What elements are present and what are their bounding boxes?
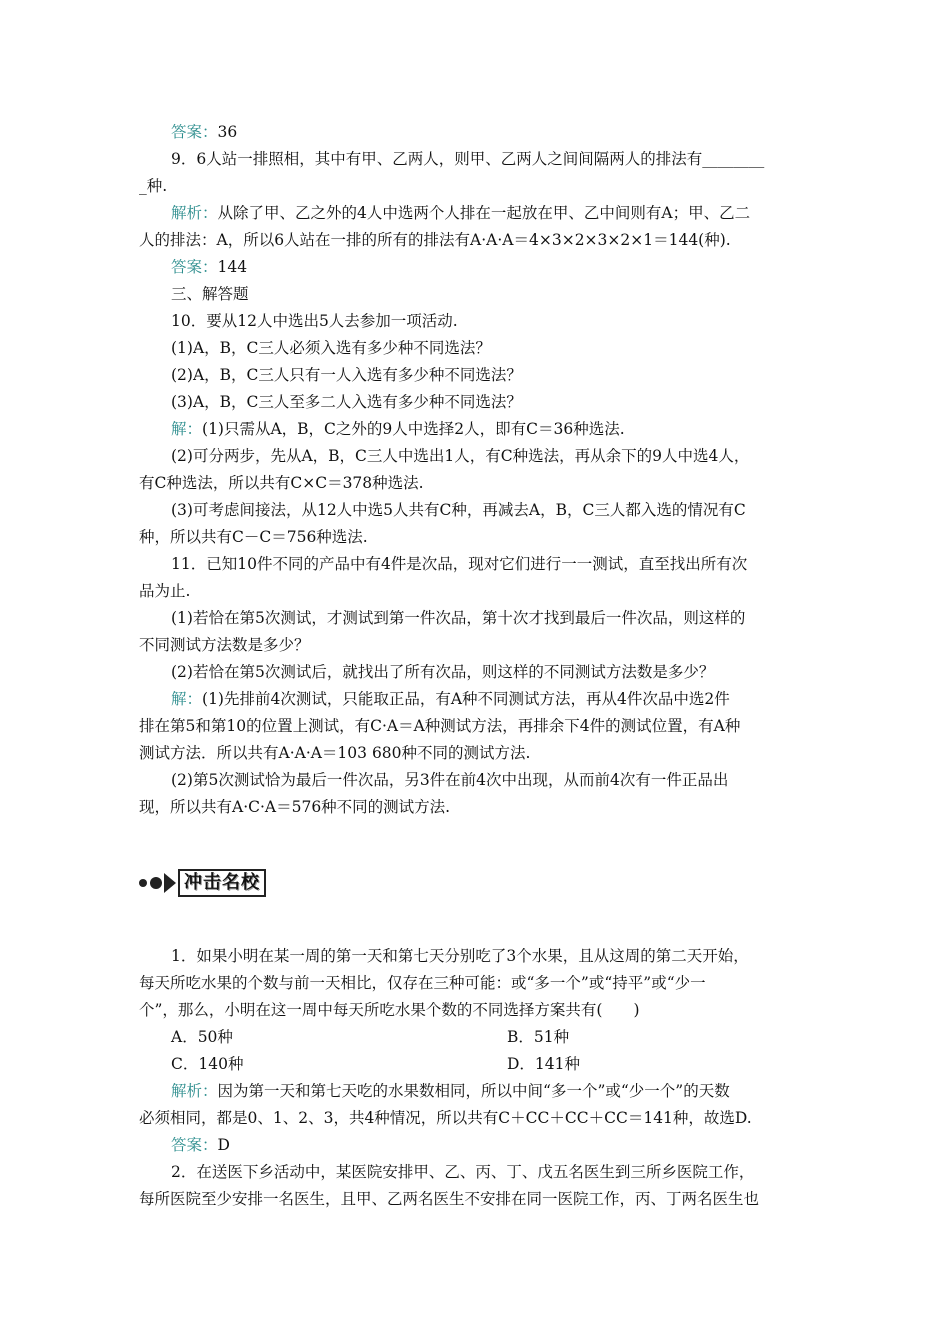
text-line: [139, 970, 811, 997]
text-line: [139, 1132, 811, 1159]
problem-1-solution-and-problem-2: [139, 1078, 811, 1213]
section-banner-title: 冲击名校: [178, 869, 266, 897]
problem-1-stem: [139, 943, 811, 1024]
line-text: 每天所吃水果的个数与前一天相比，仅存在三种可能：或“多一个”或“持平”或“少一: [139, 974, 706, 992]
line-text: 测试方法．所以共有A·A·A＝103 680种不同的测试方法.: [139, 744, 531, 762]
answer-label: 答案：: [171, 1136, 218, 1154]
text-line: [139, 524, 811, 551]
problem-1-options: [139, 1024, 811, 1078]
answer-label: 答案：: [171, 123, 218, 141]
line-text: 必须相同，都是0、1、2、3，共4种情况，所以共有C＋CC＋CC＋CC＝141种，故选D.: [139, 1109, 752, 1127]
choice-option: A．50种: [171, 1028, 233, 1046]
line-text: 11．已知10件不同的产品中有4件是次品，现对它们进行一一测试，直至找出所有次: [171, 555, 748, 573]
text-line: [139, 497, 811, 524]
text-line: [139, 578, 811, 605]
arrow-right-icon: [164, 873, 176, 893]
line-text: D: [217, 1136, 230, 1154]
text-line: [139, 943, 811, 970]
line-text: (2)A，B，C三人只有一人入选有多少种不同选法？: [171, 366, 522, 384]
text-line: [139, 632, 811, 659]
text-line: [139, 686, 811, 713]
line-text: 不同测试方法数是多少？: [139, 636, 310, 654]
line-text: (2)第5次测试恰为最后一件次品，另3件在前4次中出现，从而前4次有一件正品出: [171, 771, 729, 789]
option-row: [139, 1024, 811, 1051]
text-line: [139, 173, 811, 200]
section-banner: [139, 868, 266, 898]
line-text: (3)A，B，C三人至多二人入选有多少种不同选法？: [171, 393, 522, 411]
text-line: [139, 997, 811, 1024]
text-line: [139, 659, 811, 686]
text-line: [139, 605, 811, 632]
text-line: [139, 362, 811, 389]
text-line: [139, 1105, 811, 1132]
text-line: [139, 119, 811, 146]
text-line: [139, 254, 811, 281]
line-text: 从除了甲、乙之外的4人中选两个人排在一起放在甲、乙中间则有A；甲、乙二: [217, 204, 751, 222]
line-text: (1)A，B，C三人必须入选有多少种不同选法？: [171, 339, 491, 357]
text-line: [139, 227, 811, 254]
answer-label: 答案：: [171, 258, 218, 276]
line-text: 品为止.: [139, 582, 191, 600]
line-text: 人的排法：A，所以6人站在一排的所有的排法有A·A·A＝4×3×2×3×2×1＝144(种).: [139, 231, 731, 249]
bullet-dot-large-icon: [150, 877, 162, 889]
solutions-block: [139, 119, 811, 821]
text-line: [139, 551, 811, 578]
line-text: 9．6人站一排照相，其中有甲、乙两人，则甲、乙两人之间间隔两人的排法有________: [171, 150, 765, 168]
answer-label: 解析：: [171, 204, 218, 222]
line-text: (2)若恰在第5次测试后，就找出了所有次品，则这样的不同测试方法数是多少？: [171, 663, 715, 681]
line-text: 种，所以共有C－C＝756种选法.: [139, 528, 368, 546]
text-line: [139, 767, 811, 794]
line-text: 2．在送医下乡活动中，某医院安排甲、乙、丙、丁、戊五名医生到三所乡医院工作，: [171, 1163, 755, 1181]
line-text: 144: [217, 258, 248, 276]
line-text: (3)可考虑间接法，从12人中选5人共有C种，再减去A，B，C三人都入选的情况有C: [171, 501, 746, 519]
choice-option: B．51种: [507, 1028, 570, 1046]
line-text: 三、解答题: [171, 285, 249, 303]
answer-label: 解：: [171, 690, 203, 708]
line-text: 10．要从12人中选出5人去参加一项活动.: [171, 312, 458, 330]
text-line: [139, 1186, 811, 1213]
text-line: [139, 470, 811, 497]
option-row: [139, 1051, 811, 1078]
line-text: 因为第一天和第七天吃的水果数相同，所以中间“多一个”或“少一个”的天数: [217, 1082, 730, 1100]
line-text: (1)若恰在第5次测试，才测试到第一件次品，第十次才找到最后一件次品，则这样的: [171, 609, 746, 627]
text-line: [139, 308, 811, 335]
text-line: [139, 389, 811, 416]
text-line: [139, 416, 811, 443]
text-line: [139, 200, 811, 227]
choice-option: C．140种: [171, 1055, 244, 1073]
text-line: [139, 281, 811, 308]
answer-label: 解：: [171, 420, 203, 438]
choice-option: D．141种: [507, 1055, 581, 1073]
text-line: [139, 1159, 811, 1186]
line-text: 现，所以共有A·C·A＝576种不同的测试方法.: [139, 798, 451, 816]
line-text: (2)可分两步，先从A，B，C三人中选出1人，有C种选法，再从余下的9人中选4人，: [171, 447, 750, 465]
challenge-problems-block: [139, 943, 811, 1213]
text-line: [139, 1078, 811, 1105]
text-line: [139, 794, 811, 821]
line-text: 每所医院至少安排一名医生，且甲、乙两名医生不安排在同一医院工作，丙、丁两名医生也: [139, 1190, 760, 1208]
line-text: (1)先排前4次测试，只能取正品，有A种不同测试方法，再从4件次品中选2件: [202, 690, 730, 708]
text-line: [139, 443, 811, 470]
text-line: [139, 713, 811, 740]
line-text: 排在第5和第10的位置上测试，有C·A＝A种测试方法，再排余下4件的测试位置，有A种: [139, 717, 741, 735]
text-line: [139, 146, 811, 173]
line-text: 36: [217, 123, 238, 141]
line-text: _种.: [139, 177, 168, 195]
line-text: 个”，那么，小明在这一周中每天所吃水果个数的不同选择方案共有( ): [139, 1001, 640, 1019]
line-text: (1)只需从A，B，C之外的9人中选择2人，即有C＝36种选法.: [202, 420, 625, 438]
line-text: 有C种选法，所以共有C×C＝378种选法.: [139, 474, 424, 492]
bullet-dot-small-icon: [139, 879, 147, 887]
text-line: [139, 335, 811, 362]
text-line: [139, 740, 811, 767]
line-text: 1．如果小明在某一周的第一天和第七天分别吃了3个水果，且从这周的第二天开始，: [171, 947, 749, 965]
answer-label: 解析：: [171, 1082, 218, 1100]
